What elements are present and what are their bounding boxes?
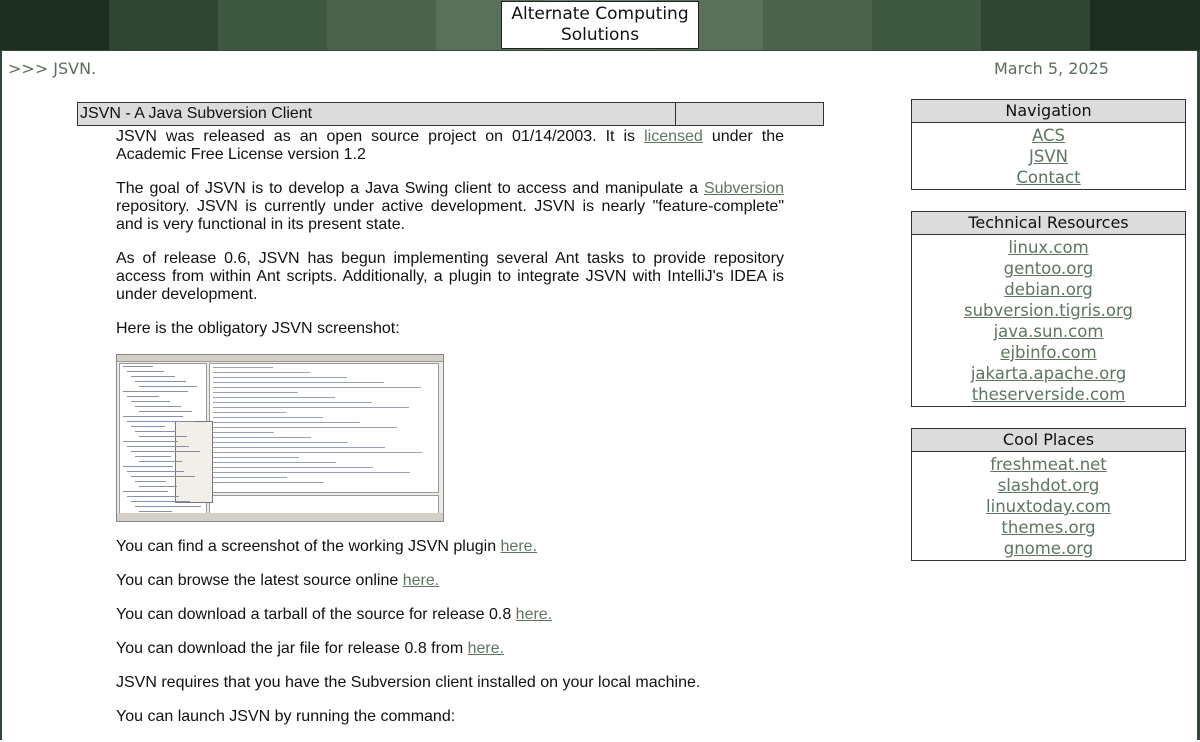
screenshot-log-line — [213, 397, 335, 398]
list-item — [912, 279, 1185, 300]
screenshot-tree-line — [139, 461, 182, 462]
screenshot-tree-line — [131, 501, 190, 502]
text: You can download the jar file for release 0.8 from — [116, 640, 468, 657]
resource-link[interactable]: debian.org — [1004, 280, 1093, 299]
screenshot-log-line — [213, 417, 323, 418]
screenshot-tree-line — [139, 386, 197, 387]
screenshot-log-line — [213, 462, 336, 463]
cool-link[interactable]: gnome.org — [1003, 539, 1094, 558]
tarball-link[interactable]: here. — [515, 606, 553, 623]
screenshot-tree-line — [139, 411, 192, 412]
screenshot-tree-line — [127, 421, 194, 422]
header-band-segment — [1090, 0, 1200, 50]
list-item — [912, 125, 1185, 146]
screenshot-tree-line — [123, 441, 178, 442]
screenshot-log-line — [213, 387, 421, 388]
resource-link[interactable]: subversion.tigris.org — [963, 301, 1133, 320]
screenshot-log-line — [213, 377, 347, 378]
screenshot-log-line — [213, 372, 310, 373]
list-item — [912, 258, 1185, 279]
plugin-screenshot-link[interactable]: here. — [500, 538, 537, 555]
screenshot-log-line — [213, 432, 274, 433]
list-item — [912, 496, 1185, 517]
header-band-segment — [109, 0, 218, 50]
header-band-segment — [218, 0, 327, 50]
header-band-segment — [0, 0, 109, 50]
jar-link[interactable]: here. — [467, 640, 505, 657]
resource-link[interactable]: theserverside.com — [971, 385, 1126, 404]
cool-link[interactable]: linuxtoday.com — [986, 497, 1111, 516]
list-item — [912, 454, 1185, 475]
text: JSVN was released as an open source project on 01/14/2003. It is — [116, 128, 645, 145]
technical-resources-links — [912, 237, 1185, 406]
screenshot-tree-line — [139, 511, 172, 512]
screenshot-log-line — [213, 467, 373, 468]
frame-left-border — [0, 50, 2, 740]
list-item — [912, 300, 1185, 321]
paragraph-requirements: JSVN requires that you have the Subversion client installed on your local machine. — [116, 674, 701, 691]
text: You can browse the latest source online — [116, 572, 403, 589]
article-title: JSVN - A Java Subversion Client — [78, 103, 676, 125]
navigation-box — [911, 99, 1186, 190]
screenshot-tree-line — [123, 491, 168, 492]
screenshot-log-line — [213, 402, 372, 403]
screenshot-context-menu — [175, 421, 213, 503]
subversion-link[interactable]: Subversion — [703, 180, 784, 197]
paragraph-launch: You can launch JSVN by running the command: — [116, 708, 456, 725]
screenshot-tree-line — [139, 486, 177, 487]
technical-resources-box — [911, 211, 1186, 407]
nav-link-jsvn[interactable]: JSVN — [1029, 147, 1068, 166]
paragraph-ant-tasks: As of release 0.6, JSVN has begun implementing several Ant tasks to provide repository access from within Ant scripts. Additionally, a plugin to integrate JSVN with IntelliJ's IDEA is under development. — [116, 250, 784, 303]
text: The goal of JSVN is to develop a Java Swing client to access and manipulate a — [116, 180, 704, 197]
text: repository. JSVN is currently under active development. JSVN is nearly "feature-complete" and is very functional in its present state. — [116, 198, 784, 233]
list-item — [912, 146, 1185, 167]
text: under the Academic Free License version 1.2 — [116, 128, 785, 163]
frame-top-border — [0, 50, 1200, 51]
screenshot-log-line — [213, 452, 422, 453]
nav-link-contact[interactable]: Contact — [1016, 168, 1081, 187]
cool-places-box — [911, 428, 1186, 561]
screenshot-tree-line — [123, 416, 183, 417]
screenshot-tree-line — [127, 396, 159, 397]
header-band-segment — [327, 0, 436, 50]
header-band-segment — [763, 0, 872, 50]
jsvn-screenshot-image[interactable] — [116, 354, 444, 522]
text: You can find a screenshot of the working JSVN plugin — [116, 538, 501, 555]
screenshot-log-line — [213, 437, 311, 438]
navigation-box-title: Navigation — [912, 100, 1185, 123]
screenshot-tree-line — [123, 366, 153, 367]
nav-link-acs[interactable]: ACS — [1032, 126, 1065, 145]
breadcrumb: >>> JSVN. — [8, 59, 97, 78]
screenshot-log-line — [213, 392, 298, 393]
screenshot-tree-line — [135, 456, 171, 457]
resource-link[interactable]: gentoo.org — [1003, 259, 1094, 278]
list-item — [912, 237, 1185, 258]
resource-link[interactable]: linux.com — [1008, 238, 1089, 257]
screenshot-log-line — [213, 367, 273, 368]
screenshot-log-line — [213, 422, 360, 423]
screenshot-menubar — [117, 355, 443, 362]
list-item — [912, 321, 1185, 342]
licensed-link[interactable]: licensed — [644, 128, 703, 145]
list-item — [912, 363, 1185, 384]
browse-source-link[interactable]: here. — [402, 572, 440, 589]
screenshot-tree-line — [131, 401, 170, 402]
resource-link[interactable]: java.sun.com — [993, 322, 1104, 341]
screenshot-log-line — [213, 442, 348, 443]
screenshot-tree-line — [127, 371, 164, 372]
paragraph-tarball — [116, 606, 784, 624]
screenshot-log-line — [213, 447, 385, 448]
paragraph-jar — [116, 640, 784, 658]
screenshot-statusbar — [117, 513, 443, 521]
screenshot-log-line — [213, 407, 409, 408]
list-item — [912, 342, 1185, 363]
screenshot-tree-line — [131, 451, 200, 452]
cool-link[interactable]: freshmeat.net — [990, 455, 1107, 474]
resource-link[interactable]: jakarta.apache.org — [970, 364, 1127, 383]
site-title — [501, 1, 699, 49]
screenshot-log-line — [213, 427, 397, 428]
navigation-links — [912, 125, 1185, 189]
screenshot-log-line — [213, 482, 324, 483]
screenshot-tree-line — [135, 381, 186, 382]
screenshot-tree-line — [123, 391, 188, 392]
article-header — [77, 102, 824, 126]
screenshot-tree-line — [123, 466, 173, 467]
screenshot-tree-line — [135, 481, 166, 482]
screenshot-tree-line — [127, 471, 184, 472]
cool-places-links — [912, 454, 1185, 560]
list-item — [912, 538, 1185, 559]
screenshot-tree-line — [127, 496, 179, 497]
article-content — [116, 128, 784, 742]
technical-resources-title: Technical Resources — [912, 212, 1185, 235]
list-item — [912, 167, 1185, 188]
screenshot-tree-line — [127, 446, 189, 447]
paragraph-screenshot-intro: Here is the obligatory JSVN screenshot: — [116, 320, 400, 337]
screenshot-tree-line — [131, 426, 165, 427]
screenshot-log-line — [213, 412, 286, 413]
current-date: March 5, 2025 — [994, 59, 1109, 78]
screenshot-tree-line — [131, 476, 195, 477]
header-band-segment — [981, 0, 1090, 50]
paragraph-plugin-screenshot — [116, 538, 784, 556]
screenshot-log-line — [213, 382, 384, 383]
screenshot-tree-line — [135, 406, 181, 407]
resource-link[interactable]: ejbinfo.com — [1000, 343, 1097, 362]
screenshot-bottom-pane — [209, 495, 439, 515]
cool-link[interactable]: slashdot.org — [997, 476, 1100, 495]
list-item — [912, 384, 1185, 405]
site-title-text: Alternate Computing Solutions — [511, 4, 689, 45]
list-item — [912, 475, 1185, 496]
paragraph-browse-source — [116, 572, 784, 590]
cool-link[interactable]: themes.org — [1001, 518, 1096, 537]
paragraph-release — [116, 128, 784, 164]
screenshot-log-line — [213, 477, 287, 478]
screenshot-log-line — [213, 472, 410, 473]
screenshot-log-line — [213, 457, 299, 458]
screenshot-tree-line — [135, 506, 201, 507]
list-item — [912, 517, 1185, 538]
paragraph-goal — [116, 180, 784, 234]
screenshot-tree-line — [131, 376, 175, 377]
screenshot-tree-line — [139, 436, 187, 437]
header-band-segment — [872, 0, 981, 50]
screenshot-tree-line — [135, 431, 176, 432]
article-header-cell — [676, 103, 823, 125]
text: You can download a tarball of the source for release 0.8 — [116, 606, 516, 623]
cool-places-title: Cool Places — [912, 429, 1185, 452]
